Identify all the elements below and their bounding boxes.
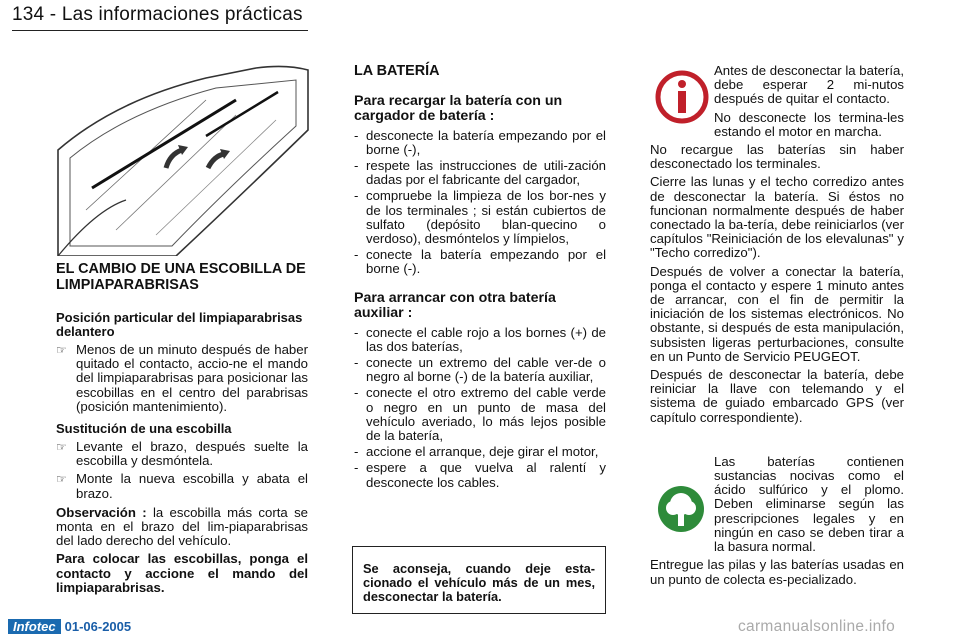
jumpstart-list [354, 326, 606, 490]
wiper-subheading-replace: Sustitución de una escobilla [56, 421, 232, 437]
note-recharge: No recargue las baterías sin haber desconectado los terminales. [650, 142, 904, 172]
wiper-final-note: Para colocar las escobillas, ponga el contacto y accione el mando del limpiaparabrisas. [56, 551, 308, 595]
battery-jumpstart-heading: Para arrancar con otra batería auxiliar : [354, 289, 556, 322]
list-item [56, 440, 308, 468]
list-item [56, 472, 308, 500]
observation-text: la escobilla más corta se monta en el brazo del lim-piaparabrisas del lado derecho del vehículo. [56, 504, 309, 549]
page-header [12, 4, 303, 26]
windscreen-wiper-illustration [56, 60, 310, 256]
note-remote-key: Después de desconectar la batería, debe reiniciar la llave con telemando y el sistema de guiado embarcado GPS (ver capítulo correspondiente). [650, 367, 904, 425]
pointing-hand-icon: ☞ [56, 440, 67, 455]
note-windows: Cierre las lunas y el techo corredizo antes de desconectar la batería. Si éstos no funcionan normalmente después de haber conectado la ba-tería, debe reiniciarlos (ver capítulos "Reiniciación de los elevalunas" y "Techo corredizo"). [650, 174, 904, 261]
observation-label: Observación : [56, 504, 147, 520]
note-reconnect: Después de volver a conectar la batería, ponga el contacto y espere 1 minuto antes de arrancar, con el fin de permitir la iniciación de los sistemas electrónicos. No obstante, si después de esta manipulación, subsisten ligeras perturbaciones, consulte en un Punto de Servicio PEUGEOT. [650, 263, 904, 364]
footer-date: 01-06-2005 [64, 619, 132, 634]
list-item: - conecte un extremo del cable ver-de o negro al borne (-) de la batería auxiliar, [354, 354, 606, 385]
note-hazardous: Las baterías contienen sustancias nocivas como el ácido sulfúrico y el plomo. Deben eliminarse según las prescripciones legales y en ningún en caso se deben tirar a la basura normal. [714, 453, 904, 555]
pointing-hand-icon: ☞ [56, 343, 67, 357]
tree-icon [656, 484, 706, 534]
brand-logo: Infotec [8, 619, 61, 634]
column-wiper [56, 262, 308, 595]
list-item: - conecte el otro extremo del cable verde o negro en un punto de masa del vehículo averiado, lo más lejos posible de la batería, [354, 385, 606, 443]
list-item [56, 343, 308, 414]
note-engine-running: No desconecte los termina-les estando el motor en marcha. [714, 109, 904, 139]
advice-box [352, 546, 606, 614]
list-item: - conecte el cable rojo a los bornes (+) de las dos baterías, [354, 324, 606, 354]
list-item: - espere a que vuelva al ralentí y desconecte los cables. [354, 460, 606, 490]
column-battery [354, 64, 606, 490]
observation [56, 506, 308, 549]
wiper-heading: EL CAMBIO DE UNA ESCOBILLA DE LIMPIAPARABRISAS [56, 261, 306, 293]
bullet-text: Monte la nueva escobilla y abata el brazo. [76, 471, 308, 501]
note-wait: Antes de desconectar la batería, debe esperar 2 mi-nutos después de quitar el contacto. [714, 63, 904, 107]
header-rule [12, 30, 308, 31]
footer [8, 619, 131, 634]
pointing-hand-icon: ☞ [56, 472, 67, 487]
watermark: carmanualsonline.info [738, 618, 896, 635]
bullet-text: Levante el brazo, después suelte la escobilla y desmóntela. [76, 439, 308, 469]
list-item: - conecte la batería empezando por el borne (-). [354, 247, 606, 277]
note-recycle: Entregue las pilas y las baterías usadas en un punto de colecta es-pecializado. [650, 557, 904, 587]
bullet-text: Menos de un minuto después de haber quitado el contacto, accio-ne el mando del limpiaparabrisas para posicionar las escobillas en el centro del parabrisas (posición mantenimiento). [76, 342, 308, 414]
page-title: Las informaciones prácticas [61, 4, 303, 25]
page-number: 134 [12, 4, 45, 25]
recharge-list [354, 129, 606, 277]
wiper-subheading-position: Posición particular del limpiaparabrisas delantero [56, 310, 303, 339]
list-item: - compruebe la limpieza de los bor-nes y de los terminales ; si están cubiertos de sulfato (depósito blan-quecino o verdoso), desmóntelos y límpielos, [354, 188, 606, 246]
header-separator: - [44, 4, 62, 25]
list-item: - desconecte la batería empezando por el borne (-), [354, 127, 606, 157]
list-item: - respete las instrucciones de utili-zación dadas por el fabricante del cargador, [354, 157, 606, 188]
list-item: - accione el arranque, deje girar el motor, [354, 444, 599, 460]
battery-recharge-heading: Para recargar la batería con un cargador de batería : [354, 92, 563, 124]
battery-heading: LA BATERÍA [354, 63, 440, 79]
advice-text: Se aconseja, cuando deje esta-cionado el vehículo más de un mes, desconectar la batería. [363, 561, 595, 605]
